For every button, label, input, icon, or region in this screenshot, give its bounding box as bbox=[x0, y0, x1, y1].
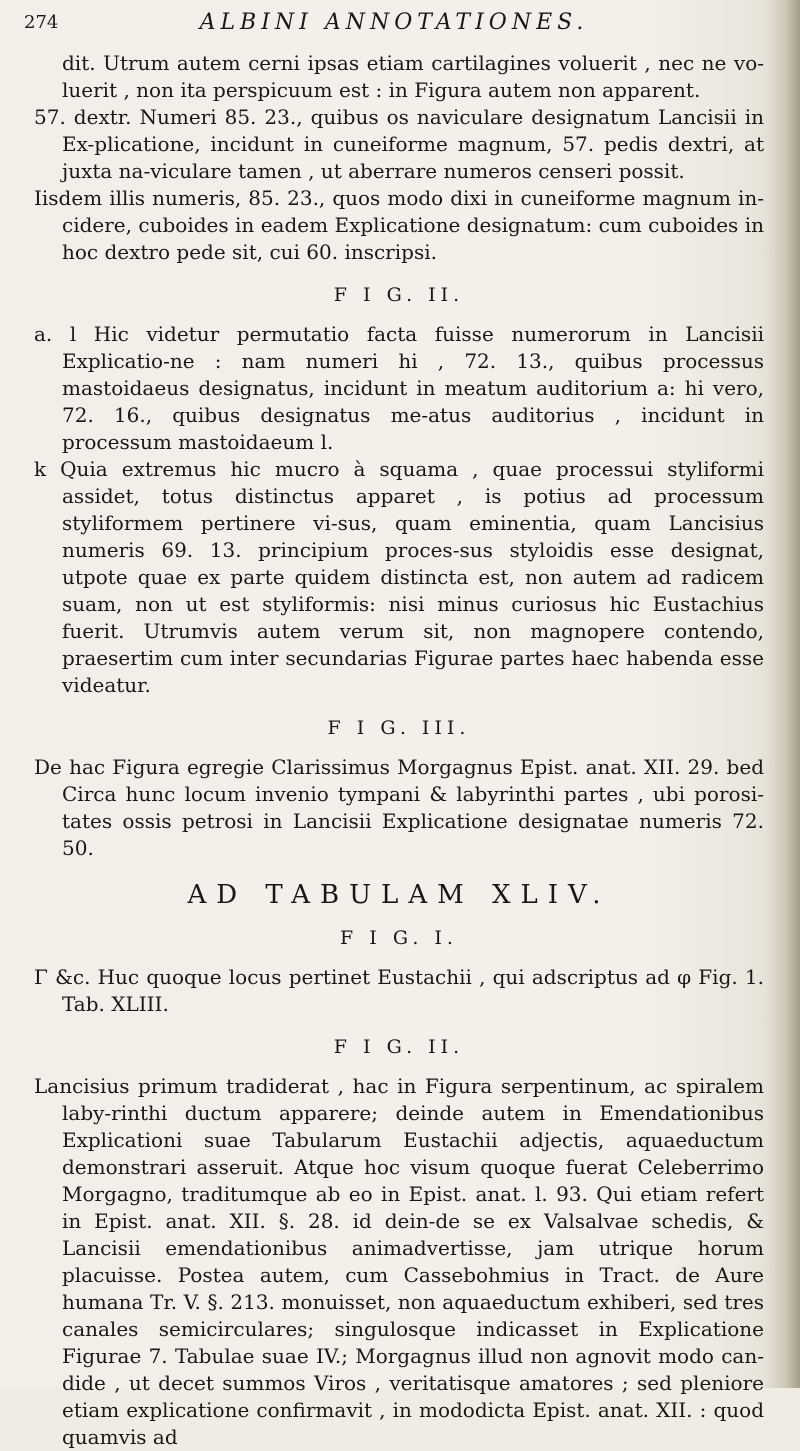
figure-heading-ii-b: F I G. II. bbox=[333, 1036, 465, 1058]
page-number: 274 bbox=[24, 12, 59, 33]
section-heading: AD TABULAM XLIV. bbox=[187, 880, 611, 910]
running-head: ALBINI ANNOTATIONES. bbox=[199, 10, 589, 35]
page-edge-shadow bbox=[766, 0, 800, 1388]
paragraph-3: Iisdem illis numeris, 85. 23., quos modo dixi in cuneiforme magnum in-cidere, cuboides in eadem Explicatione designatum: cum cuboides in hoc dextro pede sit, cui 60. inscripsi. bbox=[34, 186, 764, 264]
paragraph-5: k Quia extremus hic mucro à squama , quae processui styliformi assidet, totus distinctus apparet , is potius ad processum styliformem pertinere vi-sus, quam eminentia, quam Lancisius numeris 69. 13. principium proces-sus styloidis esse designat, utpote quae ex parte quidem distincta est, non autem ad radicem suam, non ut est styliformis: nisi minus curiosus hic Eustachius fuerit. Utrumvis autem verum sit, non magnopere contendo, praesertim cum inter secundarias Figurae partes haec habenda esse videatur. bbox=[34, 457, 764, 697]
figure-heading-i: F I G. I. bbox=[340, 927, 458, 949]
paragraph-2: 57. dextr. Numeri 85. 23., quibus os naviculare designatum Lancisii in Ex-plicatione, incidunt in cuneiforme magnum, 57. pedis dextri, at juxta na-viculare tamen , ut aberrare numeros censeri possit. bbox=[34, 105, 764, 183]
paragraph-1: dit. Utrum autem cerni ipsas etiam cartilagines voluerit , nec ne vo-luerit , non ita perspicuum est : in Figura autem non apparent. bbox=[62, 51, 764, 102]
paragraph-8: Lancisius primum tradiderat , hac in Figura serpentinum, ac spiralem laby-rinthi ductum apparere; deinde autem in Emendationibus Explicationi suae Tabularum Eustachii adjectis, aquaeductum demonstrari asseruit. Atque hoc visum quoque fuerat Celeberrimo Morgagno, traditumque ab eo in Epist. anat. l. 93. Qui etiam refert in Epist. anat. XII. §. 28. id dein-de se ex Valsalvae schedis, & Lancisii emendationibus animadvertisse, jam utrique horum placuisse. Postea autem, cum Cassebohmius in Tract. de Aure humana Tr. V. §. 213. monuisset, non aquaeductum exhiberi, sed tres canales semicirculares; singulosque indicasset in Explicatione Figurae 7. Tabulae suae IV.; Morgagnus illud non agnovit modo can-dide , ut decet summos Viros , veritatisque amatores ; sed pleniore etiam explicatione confirmavit , in mododicta Epist. anat. XII. : quod quamvis ad bbox=[34, 1074, 764, 1449]
paragraph-4: a. l Hic videtur permutatio facta fuisse numerorum in Lancisii Explicatio-ne : nam numeri hi , 72. 13., quibus processus mastoidaeus designatus, incidunt in meatum auditorium a: hi vero, 72. 16., quibus designatus me-atus auditorius , incidunt in processum mastoidaeum l. bbox=[34, 322, 764, 454]
figure-heading-ii: F I G. II. bbox=[333, 284, 465, 306]
page-body bbox=[34, 50, 764, 1451]
page-header bbox=[24, 10, 764, 44]
paragraph-6: De hac Figura egregie Clarissimus Morgagnus Epist. anat. XII. 29. bed Circa hunc locum invenio tympani & labyrinthi partes , ubi porosi-tates ossis petrosi in Lancisii Explicatione designatae numeris 72. 50. bbox=[34, 755, 764, 860]
figure-heading-iii: F I G. III. bbox=[327, 717, 471, 739]
paragraph-7: Γ &c. Huc quoque locus pertinet Eustachii , qui adscriptus ad φ Fig. 1. Tab. XLIII. bbox=[34, 965, 764, 1016]
